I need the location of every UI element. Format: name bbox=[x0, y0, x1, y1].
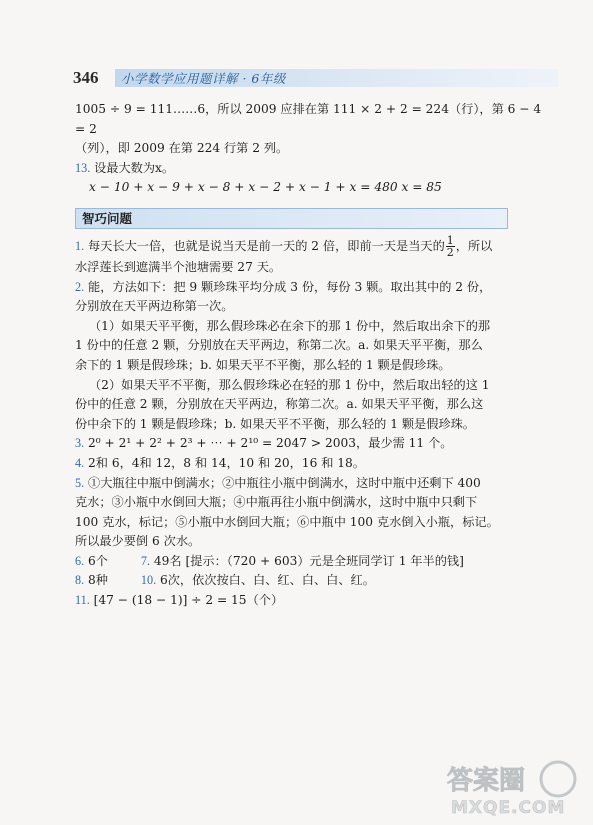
answer-text: 每天长大一倍，也就是说当天是前一天的 2 倍，即前一天是当天的 bbox=[88, 238, 445, 253]
fraction-numerator: 1 bbox=[446, 233, 454, 247]
page-header bbox=[73, 68, 558, 88]
answer-11 bbox=[75, 591, 555, 611]
watermark-text: 答案圈 bbox=[447, 766, 526, 796]
answer-10 bbox=[141, 571, 375, 591]
text-line: 份中的任意 2 颗，分别放在天平两边，称第二次。a. 如果天平平衡，那么这 bbox=[75, 397, 484, 412]
text-line: 余下的 1 颗是假珍珠；b. 如果天平不平衡，那么轻的 1 颗是假珍珠。 bbox=[75, 357, 451, 372]
answer-4 bbox=[75, 454, 555, 474]
answer-text: 8种 bbox=[88, 573, 108, 588]
page-number: 346 bbox=[73, 68, 99, 87]
fraction-denominator: 2 bbox=[446, 245, 454, 259]
answer-3 bbox=[75, 434, 555, 454]
question-number: 8. bbox=[75, 573, 85, 588]
answer-13 bbox=[75, 159, 555, 179]
question-number: 11. bbox=[75, 593, 90, 608]
answer-text: 49名 [提示：（720 + 603）元是全班同学订 1 年半的钱] bbox=[153, 553, 464, 568]
answer-text: 设最大数为x。 bbox=[94, 160, 175, 175]
question-number: 7. bbox=[140, 553, 151, 568]
fraction bbox=[446, 235, 455, 258]
section-title-text: 智巧问题 bbox=[82, 210, 133, 226]
answer-1 bbox=[75, 235, 555, 258]
question-number: 13. bbox=[75, 160, 91, 175]
answer-8 bbox=[75, 571, 137, 591]
answer-2 bbox=[75, 278, 555, 298]
page-content bbox=[75, 100, 555, 611]
text-line: 1005 ÷ 9 = 111……6，所以 2009 应排在第 111 × 2 + 2 = 224（行），第 6 − 4 = 2 bbox=[75, 102, 542, 136]
section-title bbox=[75, 208, 508, 229]
question-number: 5. bbox=[75, 475, 85, 490]
question-number: 10. bbox=[140, 573, 157, 588]
text-line: 分别放在天平两边称第一次。 bbox=[75, 299, 234, 314]
book-title: 小学数学应用题详解 · 6年级 bbox=[121, 71, 286, 86]
answer-6 bbox=[75, 552, 137, 572]
book-title-banner bbox=[115, 69, 558, 87]
text-line: 所以最少要倒 6 次水。 bbox=[75, 534, 201, 549]
answer-text: ①大瓶往中瓶中倒满水；②中瓶往小瓶中倒满水，这时中瓶中还剩下 400 bbox=[88, 475, 481, 490]
answer-text: 2⁰ + 2¹ + 2² + 2³ + ⋯ + 2¹⁰ = 2047 > 2003，最少需 11 个。 bbox=[88, 436, 453, 451]
answer-5 bbox=[75, 474, 555, 494]
answers-6-7 bbox=[75, 552, 555, 572]
question-number: 1. bbox=[75, 238, 85, 253]
question-number: 6. bbox=[75, 553, 85, 568]
answer-text: [47 − (18 − 1)] ÷ 2 = 15（个） bbox=[93, 593, 284, 608]
watermark-logo bbox=[445, 757, 585, 819]
answer-text: ，所以 bbox=[455, 238, 493, 253]
text-line: 克水；③小瓶中水倒回大瓶；④中瓶再往小瓶中倒满水，这时中瓶中只剩下 bbox=[75, 495, 478, 510]
text-line: （2）如果天平不平衡，那么假珍珠必在轻的那 1 份中，然后取出轻的这 1 bbox=[89, 377, 490, 392]
text-line: 100 克水，标记；⑤小瓶中水倒回大瓶；⑥中瓶中 100 克水倒入小瓶，标记。 bbox=[75, 514, 499, 529]
answer-text: 能，方法如下：把 9 颗珍珠平均分成 3 份，每份 3 颗。取出其中的 2 份， bbox=[88, 279, 492, 294]
text-line: （1）如果天平平衡，那么假珍珠必在余下的那 1 份中，然后取出余下的那 bbox=[89, 318, 491, 333]
watermark-circle bbox=[541, 762, 575, 796]
text-line: 1 份中的任意 2 颗，分别放在天平两边，称第二次。a. 如果天平平衡，那么 bbox=[75, 338, 483, 353]
answer-7 bbox=[141, 552, 464, 572]
equation: x − 10 + x − 9 + x − 8 + x − 2 + x − 1 + x = 480 x = 85 bbox=[89, 180, 442, 195]
question-number: 3. bbox=[75, 436, 85, 451]
answer-text: 2和 6，4和 12，8 和 14，10 和 20，16 和 18。 bbox=[88, 455, 365, 470]
text-line: 水浮莲长到遮满半个池塘需要 27 天。 bbox=[75, 259, 282, 274]
question-number: 4. bbox=[75, 455, 85, 470]
answer-text: 6次，依次按白、白、红、白、白、红。 bbox=[159, 573, 375, 588]
answers-8-10 bbox=[75, 571, 555, 591]
text-line: （列），即 2009 在第 224 行第 2 列。 bbox=[75, 141, 289, 156]
answer-text: 6个 bbox=[88, 553, 108, 568]
watermark-url: MXQE.COM bbox=[451, 798, 566, 818]
question-number: 2. bbox=[75, 279, 85, 294]
text-line: 份中余下的 1 颗是假珍珠；b. 如果天平不平衡，那么轻的 1 颗是假珍珠。 bbox=[75, 416, 475, 431]
